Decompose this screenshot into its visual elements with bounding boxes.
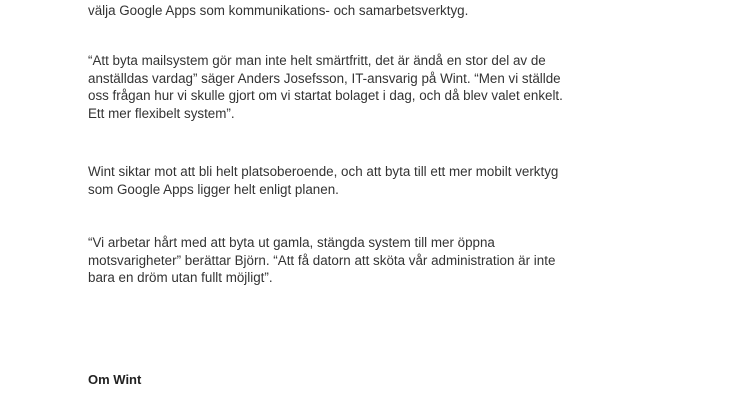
text-line: välja Google Apps som kommunikations- och samarbetsverktyg. — [88, 3, 469, 18]
paragraph-quote-anders — [88, 52, 563, 122]
paragraph-intro-tail — [88, 2, 468, 20]
text-line: motsvarigheter” berättar Björn. “Att få datorn att sköta vår administration är inte — [88, 252, 556, 268]
paragraph-quote-bjorn — [88, 234, 555, 287]
text-line: bara en dröm utan fullt möjligt”. — [88, 270, 273, 285]
text-line: som Google Apps ligger helt enligt planen. — [88, 181, 339, 197]
text-line: anställdas vardag” säger Anders Josefsson, IT-ansvarig på Wint. “Men vi ställde — [88, 70, 561, 86]
text-line: Ett mer flexibelt system”. — [88, 105, 235, 121]
text-line: Wint siktar mot att bli helt platsoberoende, och att byta till ett mer mobilt verktyg — [88, 164, 559, 179]
text-line: oss frågan hur vi skulle gjort om vi startat bolaget i dag, och då blev valet enkelt. — [88, 88, 563, 103]
section-heading-om-wint: Om Wint — [88, 372, 142, 387]
text-line: “Vi arbetar hårt med att byta ut gamla, stängda system till mer öppna — [88, 235, 495, 250]
text-line: “Att byta mailsystem gör man inte helt smärtfritt, det är ändå en stor del av de — [88, 53, 546, 68]
paragraph-location-independence — [88, 163, 558, 198]
